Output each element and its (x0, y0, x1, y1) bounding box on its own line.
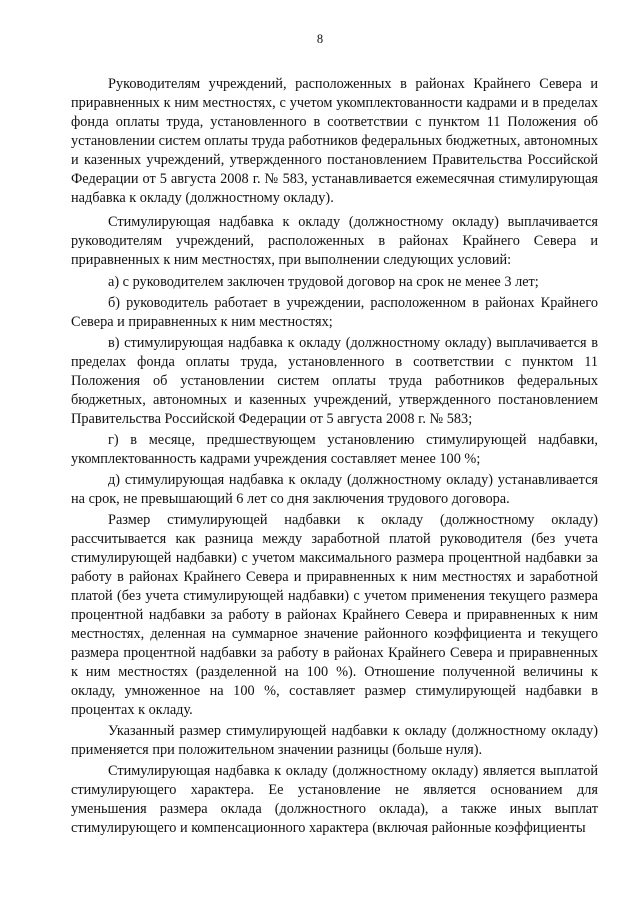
condition-c: в) стимулирующая надбавка к окладу (должностному окладу) выплачивается в пределах фонда оплаты труда, установленного в соответствии с пунктом 11 Положения об установлении систем оплаты труда работников федеральных бюджетных, автономных и казенных учреждений, утвержденного постановлением Правительства Российской Федерации от 5 августа 2008 г. № 583; (71, 335, 598, 427)
condition-a: а) с руководителем заключен трудовой договор на срок не менее 3 лет; (108, 274, 539, 290)
paragraph-bonus-calculation: Размер стимулирующей надбавки к окладу (должностному окладу) рассчитывается как разница между заработной платой руководителя (без учета стимулирующей надбавки) с учетом максимального размера процентной надбавки за работу в районах Крайнего Севера и приравненных к ним местностях и заработной платой (без учета стимулирующей надбавки) с учетом применения текущего размера процентной надбавки за работу в районах Крайнего Севера и приравненных к ним местностях, деленная на суммарное значение районного коэффициента и текущего размера процентной надбавки за работу в районах Крайнего Севера и приравненных к ним местностях (разделенной на 100 %). Отношение полученной величины к окладу, умноженное на 100 %, составляет размер стимулирующей надбавки в процентах к окладу. (71, 512, 598, 718)
paragraph-positive-difference: Указанный размер стимулирующей надбавки к окладу (должностному окладу) применяется при положительном значении разницы (больше нуля). (71, 723, 598, 758)
document-body (71, 45, 598, 838)
paragraph-bonus-character: Стимулирующая надбавка к окладу (должностному окладу) является выплатой стимулирующего характера. Ее установление не является основанием для уменьшения размера оклада (должностного оклада), а также иных выплат стимулирующего и компенсационного характера (включая районные коэффициенты (71, 763, 598, 836)
paragraph-bonus-conditions: Стимулирующая надбавка к окладу (должностному окладу) выплачивается руководителям учреждений, расположенных в районах Крайнего Севера и приравненных к ним местностях, при выполнении следующих условий: (71, 214, 598, 268)
condition-d: г) в месяце, предшествующем установлению стимулирующей надбавки, укомплектованность кадрами учреждения составляет менее 100 %; (71, 432, 598, 467)
page-number: 8 (316, 32, 324, 46)
condition-e: д) стимулирующая надбавка к окладу (должностному окладу) устанавливается на срок, не превышающий 6 лет со дня заключения трудового договора. (71, 472, 598, 507)
condition-b: б) руководитель работает в учреждении, расположенном в районах Крайнего Севера и приравненных к ним местностях; (71, 295, 598, 330)
paragraph-northern-bonus-intro: Руководителям учреждений, расположенных в районах Крайнего Севера и приравненных к ним местностях, с учетом укомплектованности кадрами и в пределах фонда оплаты труда, установленного в соответствии с пунктом 11 Положения об установлении систем оплаты труда работников федеральных бюджетных, автономных и казенных учреждений, утвержденного постановлением Правительства Российской Федерации от 5 августа 2008 г. № 583, устанавливается ежемесячная стимулирующая надбавка к окладу (должностному окладу). (71, 76, 598, 206)
